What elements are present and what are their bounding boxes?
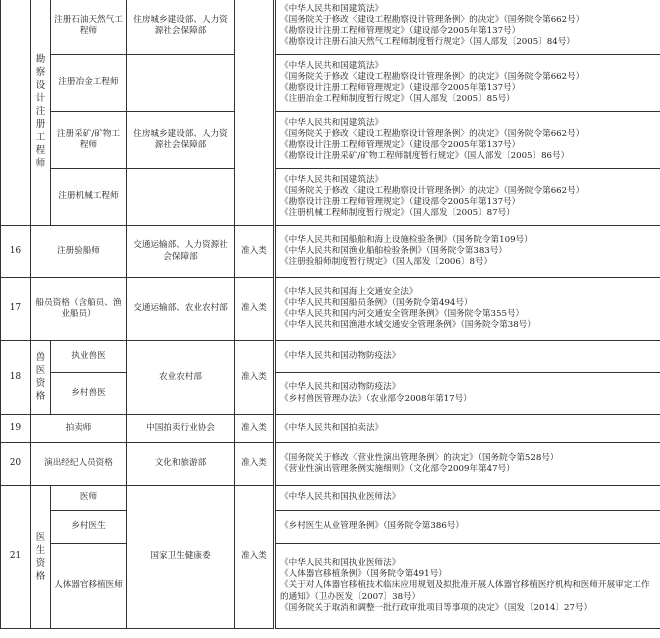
department: 交通运输部、农业农村部 — [127, 278, 235, 341]
group-label: 勘察设计注册工程师 — [31, 0, 51, 226]
law-item: 《中华人民共和国动物防疫法》 — [280, 382, 401, 393]
law-cell — [275, 278, 660, 341]
law-item: 《国务院关于修改〈建设工程勘察设计管理条例〉的决定》（国务院令第662号） — [280, 185, 585, 196]
law-item: 《中华人民共和国动物防疫法》 — [280, 350, 401, 361]
qualification-name: 注册采矿/矿物工程师 — [51, 112, 127, 169]
law-item: 《中华人民共和国渔港水域交通安全管理条例》（国务院令第38号） — [280, 320, 536, 331]
law-item: 《中华人民共和国拍卖法》 — [280, 422, 384, 433]
category: 准入类 — [235, 278, 275, 341]
table-row — [1, 169, 660, 226]
table-row — [1, 443, 660, 486]
department: 农业农村部 — [127, 341, 235, 415]
table-row — [1, 544, 660, 629]
law-item: 《国务院关于修改〈营业性演出管理条例〉的决定》（国务院令第528号） — [280, 452, 559, 463]
law-item: 《国务院关于修改〈建设工程勘察设计管理条例〉的决定》（国务院令第662号） — [280, 71, 585, 82]
law-item: 《中华人民共和国建筑法》 — [280, 117, 384, 128]
row-number: 19 — [1, 415, 31, 443]
law-item: 《中华人民共和国执业医师法》 — [280, 557, 401, 568]
qualification-name: 注册冶金工程师 — [51, 55, 127, 112]
law-cell — [275, 443, 660, 486]
qualification-name: 人体器官移植医师 — [51, 544, 127, 629]
law-item: 《中华人民共和国建筑法》 — [280, 3, 384, 14]
row-number: 20 — [1, 443, 31, 486]
law-item: 《中华人民共和国渔业船舶检验条例》（国务院令第383号） — [280, 245, 507, 256]
category: 准入类 — [235, 415, 275, 443]
law-item: 《中华人民共和国船舶和海上设施检验条例》（国务院令第109号） — [280, 234, 533, 245]
law-item: 《国务院关于修改〈建设工程勘察设计管理条例〉的决定》（国务院令第662号） — [280, 128, 585, 139]
table-row — [1, 278, 660, 341]
law-item: 《人体器官移植条例》（国务院令第491号） — [280, 569, 447, 580]
law-item: 《勘察设计注册工程师管理规定》（建设部令2005年第137号） — [280, 140, 521, 150]
department: 交通运输部、人力资源社会保障部 — [127, 226, 235, 278]
law-cell — [275, 55, 660, 112]
category: 准入类 — [235, 226, 275, 278]
qualification-name: 执业兽医 — [51, 341, 127, 373]
law-item: 《中华人民共和国建筑法》 — [280, 174, 384, 185]
law-item: 《勘察设计注册石油天然气工程师制度暂行规定》（国人部发〔2005〕84号） — [280, 37, 575, 48]
table-row — [1, 112, 660, 169]
law-cell — [275, 415, 660, 443]
law-item: 《中华人民共和国建筑法》 — [280, 60, 384, 71]
table-row — [1, 373, 660, 415]
department: 文化和旅游部 — [127, 443, 235, 486]
table-row — [1, 486, 660, 511]
qualification-name: 拍卖师 — [31, 415, 127, 443]
law-cell — [275, 112, 660, 169]
law-item: 《中华人民共和国船员条例》（国务院令第494号） — [280, 297, 473, 308]
row-number: 18 — [1, 341, 31, 415]
law-item: 《注册机械工程师制度暂行规定》（国人部发〔2005〕87号） — [280, 208, 515, 219]
law-item: 《国务院关于修改〈建设工程勘察设计管理条例〉的决定》（国务院令第662号） — [280, 14, 585, 25]
law-cell — [275, 341, 660, 373]
law-item: 《国务院关于取消和调整一批行政审批项目等事项的决定》（国发〔2014〕27号） — [280, 602, 593, 613]
group-label: 医生资格 — [31, 486, 51, 629]
group-label: 兽医资格 — [31, 341, 51, 415]
department: 国家卫生健康委 — [127, 486, 235, 629]
law-item: 《勘察设计注册采矿/矿物工程师制度暂行规定》（国人部发〔2005〕86号） — [280, 151, 570, 162]
law-cell — [275, 544, 660, 629]
law-item: 《乡村医生从业管理条例》（国务院令第386号） — [280, 521, 464, 532]
row-number: 16 — [1, 226, 31, 278]
qualification-name: 演出经纪人员资格 — [31, 443, 127, 486]
category — [235, 0, 275, 226]
table-row — [1, 226, 660, 278]
table-row — [1, 55, 660, 112]
law-item: 《关于对人体器官移植技术临床应用规划及拟批准开展人体器官移植医疗机构和医师开展审定工作的通知》（卫办医发〔2007〕38号） — [280, 580, 650, 602]
law-item: 《注册验船师制度暂行规定》（国人部发〔2006〕8号） — [280, 257, 493, 268]
law-cell — [275, 226, 660, 278]
law-item: 《勘察设计注册工程师管理规定》（建设部令2005年第137号） — [280, 83, 521, 93]
law-item: 《中华人民共和国海上交通安全法》 — [280, 286, 418, 297]
category: 准入类 — [235, 443, 275, 486]
law-cell — [275, 373, 660, 415]
department: 中国拍卖行业协会 — [127, 415, 235, 443]
qualification-name: 医师 — [51, 486, 127, 511]
law-item: 《中华人民共和国执业医师法》 — [280, 492, 401, 503]
law-cell — [275, 511, 660, 544]
department: 住房城乡建设部、人力资源社会保障部 — [127, 0, 235, 55]
law-item: 《营业性演出管理条例实施细则》（文化部令2009年第47号） — [280, 464, 515, 474]
category: 准入类 — [235, 341, 275, 415]
row-number: 17 — [1, 278, 31, 341]
law-cell — [275, 169, 660, 226]
table-row — [1, 341, 660, 373]
table-row — [1, 415, 660, 443]
department — [127, 55, 235, 112]
qualification-name: 乡村兽医 — [51, 373, 127, 415]
law-item: 《勘察设计注册工程师管理规定》（建设部令2005年第137号） — [280, 197, 521, 207]
row-number — [1, 0, 31, 226]
law-item: 《乡村兽医管理办法》（农业部令2008年第17号） — [280, 393, 472, 404]
row-number: 21 — [1, 486, 31, 629]
law-cell — [275, 0, 660, 55]
table-row — [1, 0, 660, 55]
qualification-name: 注册机械工程师 — [51, 169, 127, 226]
qualification-name: 注册验船师 — [31, 226, 127, 278]
department — [127, 169, 235, 226]
category: 准入类 — [235, 486, 275, 629]
qualification-name: 船员资格（含船员、渔业船员） — [31, 278, 127, 341]
table-row — [1, 511, 660, 544]
law-cell — [275, 486, 660, 511]
law-item: 《注册冶金工程师制度暂行规定》（国人部发〔2005〕85号） — [280, 94, 515, 105]
department: 住房城乡建设部、人力资源社会保障部 — [127, 112, 235, 169]
qualification-name: 注册石油天然气工程师 — [51, 0, 127, 55]
qualification-name: 乡村医生 — [51, 511, 127, 544]
law-item: 《中华人民共和国内河交通安全管理条例》（国务院令第355号） — [280, 309, 525, 319]
law-item: 《勘察设计注册工程师管理规定》（建设部令2005年第137号） — [280, 26, 521, 36]
